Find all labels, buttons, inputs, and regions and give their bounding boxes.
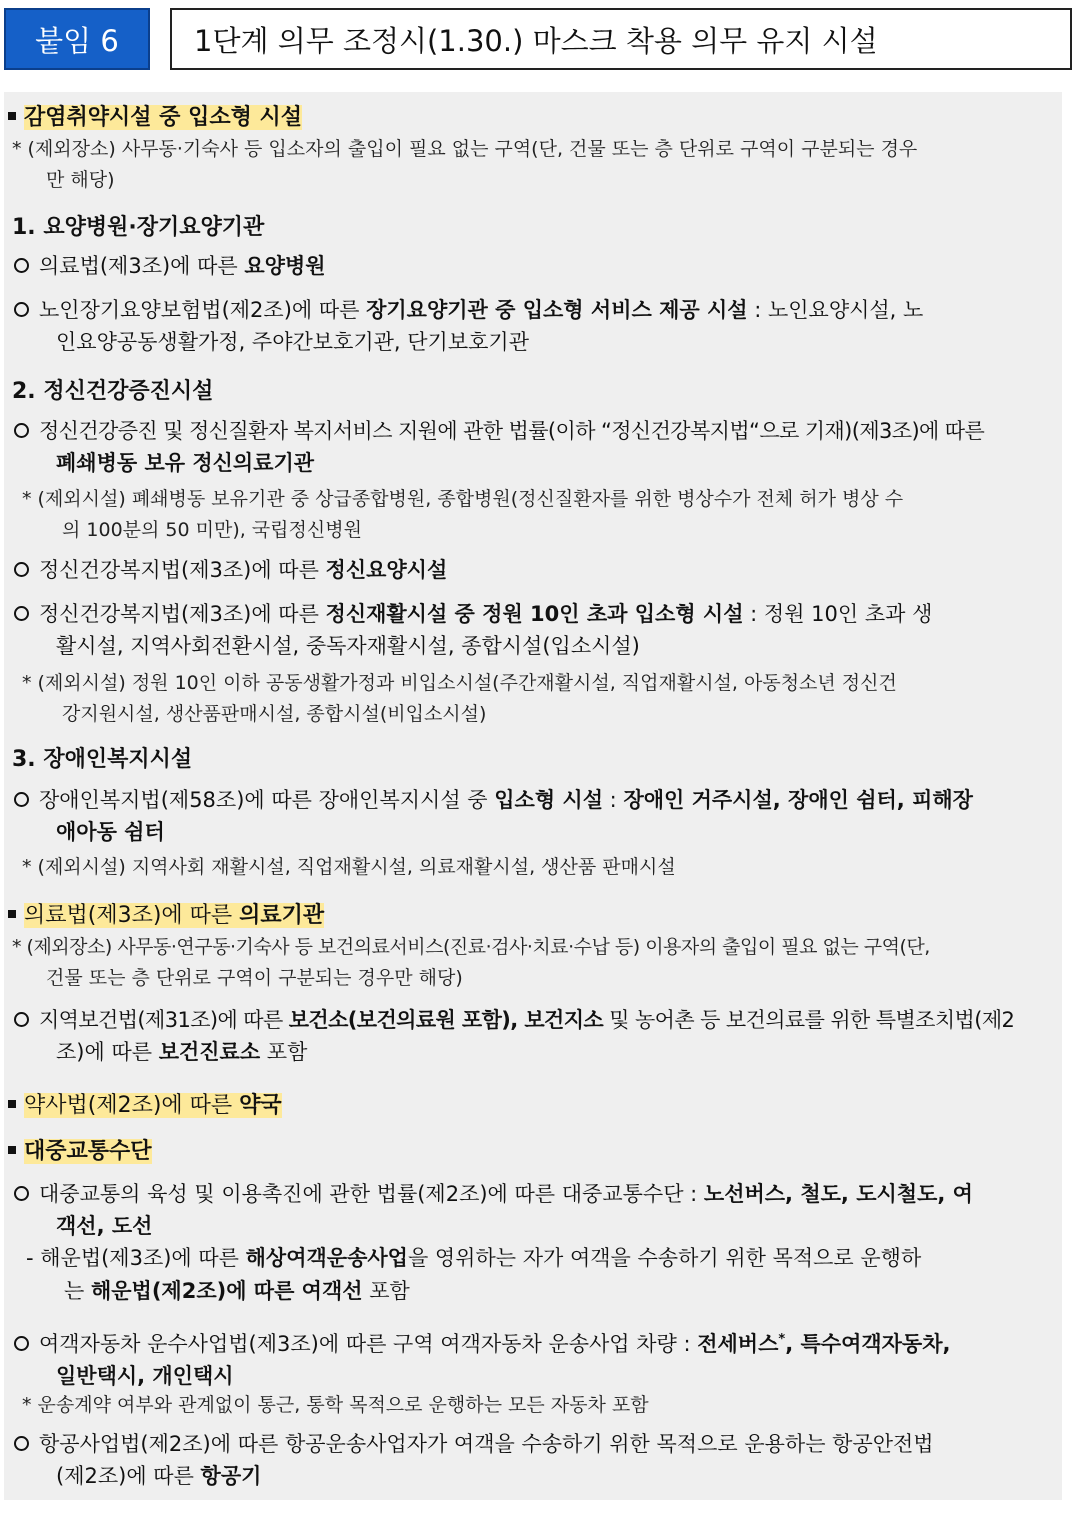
list-item: 지역보건법(제31조)에 따른 보건소(보건의료원 포함), 보건지소 및 농어촌 등 보건의료를 위한 특별조치법(제2 조)에 따른 보건진료소 포함 <box>4 1004 1062 1068</box>
square-bullet-icon <box>8 112 16 120</box>
circle-bullet-icon <box>14 792 29 807</box>
section-title-public-transport: 대중교통수단 <box>4 1134 1066 1165</box>
page-header <box>0 0 1080 76</box>
square-bullet-icon <box>8 1146 16 1154</box>
section-title-medical-institutions: 의료법(제3조)에 따른 의료기관 <box>4 898 1066 929</box>
list-item: 정신건강증진 및 정신질환자 복지서비스 지원에 관한 법률(이하 “정신건강복지법“으로 기재)(제3조)에 따른 폐쇄병동 보유 정신의료기관 <box>4 415 1062 479</box>
exclusion-note: * (제외장소) 사무동·기숙사 등 입소자의 출입이 필요 없는 구역(단, 건물 또는 층 단위로 구역이 구분되는 경우 만 해당) <box>12 138 918 191</box>
circle-bullet-icon <box>14 302 29 317</box>
square-bullet-icon <box>8 1100 16 1108</box>
circle-bullet-icon <box>14 1336 29 1351</box>
section-title-pharmacies: 약사법(제2조)에 따른 약국 <box>4 1088 1066 1119</box>
heading-mental-health-facilities: 2. 정신건강증진시설 <box>12 379 214 404</box>
exclusion-note: * (제외장소) 사무동·연구동·기숙사 등 보건의료서비스(진료·검사·치료·수납 등) 이용자의 출입이 필요 없는 구역(단, 건물 또는 층 단위로 구역이 구분되는 경우만 해당) <box>12 936 930 989</box>
list-item: 노인장기요양보험법(제2조)에 따른 장기요양기관 중 입소형 서비스 제공 시설 : 노인요양시설, 노 인요양공동생활가정, 주야간보호기관, 단기보호기관 <box>4 294 1062 358</box>
page-title: 1단계 의무 조정시(1.30.) 마스크 착용 의무 유지 시설 <box>170 8 1072 70</box>
list-item: 의료법(제3조)에 따른 요양병원 <box>4 250 1062 282</box>
circle-bullet-icon <box>14 562 29 577</box>
list-item: 정신건강복지법(제3조)에 따른 정신재활시설 중 정원 10인 초과 입소형 시설 : 정원 10인 초과 생 활시설, 지역사회전환시설, 중독자재활시설, 종합시설(입소시설) <box>4 598 1062 662</box>
list-item: 항공사업법(제2조)에 따른 항공운송사업자가 여객을 수송하기 위한 목적으로 운용하는 항공안전법 (제2조)에 따른 항공기 <box>4 1428 1062 1492</box>
list-item: 정신건강복지법(제3조)에 따른 정신요양시설 <box>4 554 1062 586</box>
heading-disability-facilities: 3. 장애인복지시설 <box>12 747 193 772</box>
attachment-badge: 붙임 6 <box>4 8 150 70</box>
square-bullet-icon <box>8 910 16 918</box>
circle-bullet-icon <box>14 258 29 273</box>
heading-nursing-hospitals: 1. 요양병원·장기요양기관 <box>12 215 265 240</box>
list-item: 장애인복지법(제58조)에 따른 장애인복지시설 중 입소형 시설 : 장애인 거주시설, 장애인 쉼터, 피해장 애아동 쉼터 <box>4 784 1062 848</box>
circle-bullet-icon <box>14 1186 29 1201</box>
circle-bullet-icon <box>14 423 29 438</box>
list-item: 여객자동차 운수사업법(제3조)에 따른 구역 여객자동차 운송사업 차량 : 전세버스*, 특수여객자동차, 일반택시, 개인택시 <box>4 1324 1062 1392</box>
circle-bullet-icon <box>14 606 29 621</box>
exclusion-note: * (제외시설) 폐쇄병동 보유기관 중 상급종합병원, 종합병원(정신질환자를 위한 병상수가 전체 허가 병상 수 의 100분의 50 미만), 국립정신병원 <box>22 488 904 541</box>
section-title-vulnerable-facilities: 감염취약시설 중 입소형 시설 <box>4 100 1066 131</box>
content-panel <box>4 92 1062 1500</box>
exclusion-note: * (제외시설) 지역사회 재활시설, 직업재활시설, 의료재활시설, 생산품 판매시설 <box>22 856 676 878</box>
exclusion-note: * (제외시설) 정원 10인 이하 공동생활가정과 비입소시설(주간재활시설, 직업재활시설, 아동청소년 정신건 강지원시설, 생산품판매시설, 종합시설(비입소시설) <box>22 672 897 725</box>
note: * 운송계약 여부와 관계없이 통근, 통학 목적으로 운행하는 모든 자동차 포함 <box>22 1394 649 1416</box>
circle-bullet-icon <box>14 1436 29 1451</box>
list-item: 대중교통의 육성 및 이용촉진에 관한 법률(제2조)에 따른 대중교통수단 : 노선버스, 철도, 도시철도, 여 객선, 도선 <box>4 1178 1062 1242</box>
circle-bullet-icon <box>14 1012 29 1027</box>
sub-list-item: - 해운법(제3조)에 따른 해상여객운송사업을 영위하는 자가 여객을 수송하기 위한 목적으로 운행하 는 해운법(제2조)에 따른 여객선 포함 <box>26 1246 922 1303</box>
